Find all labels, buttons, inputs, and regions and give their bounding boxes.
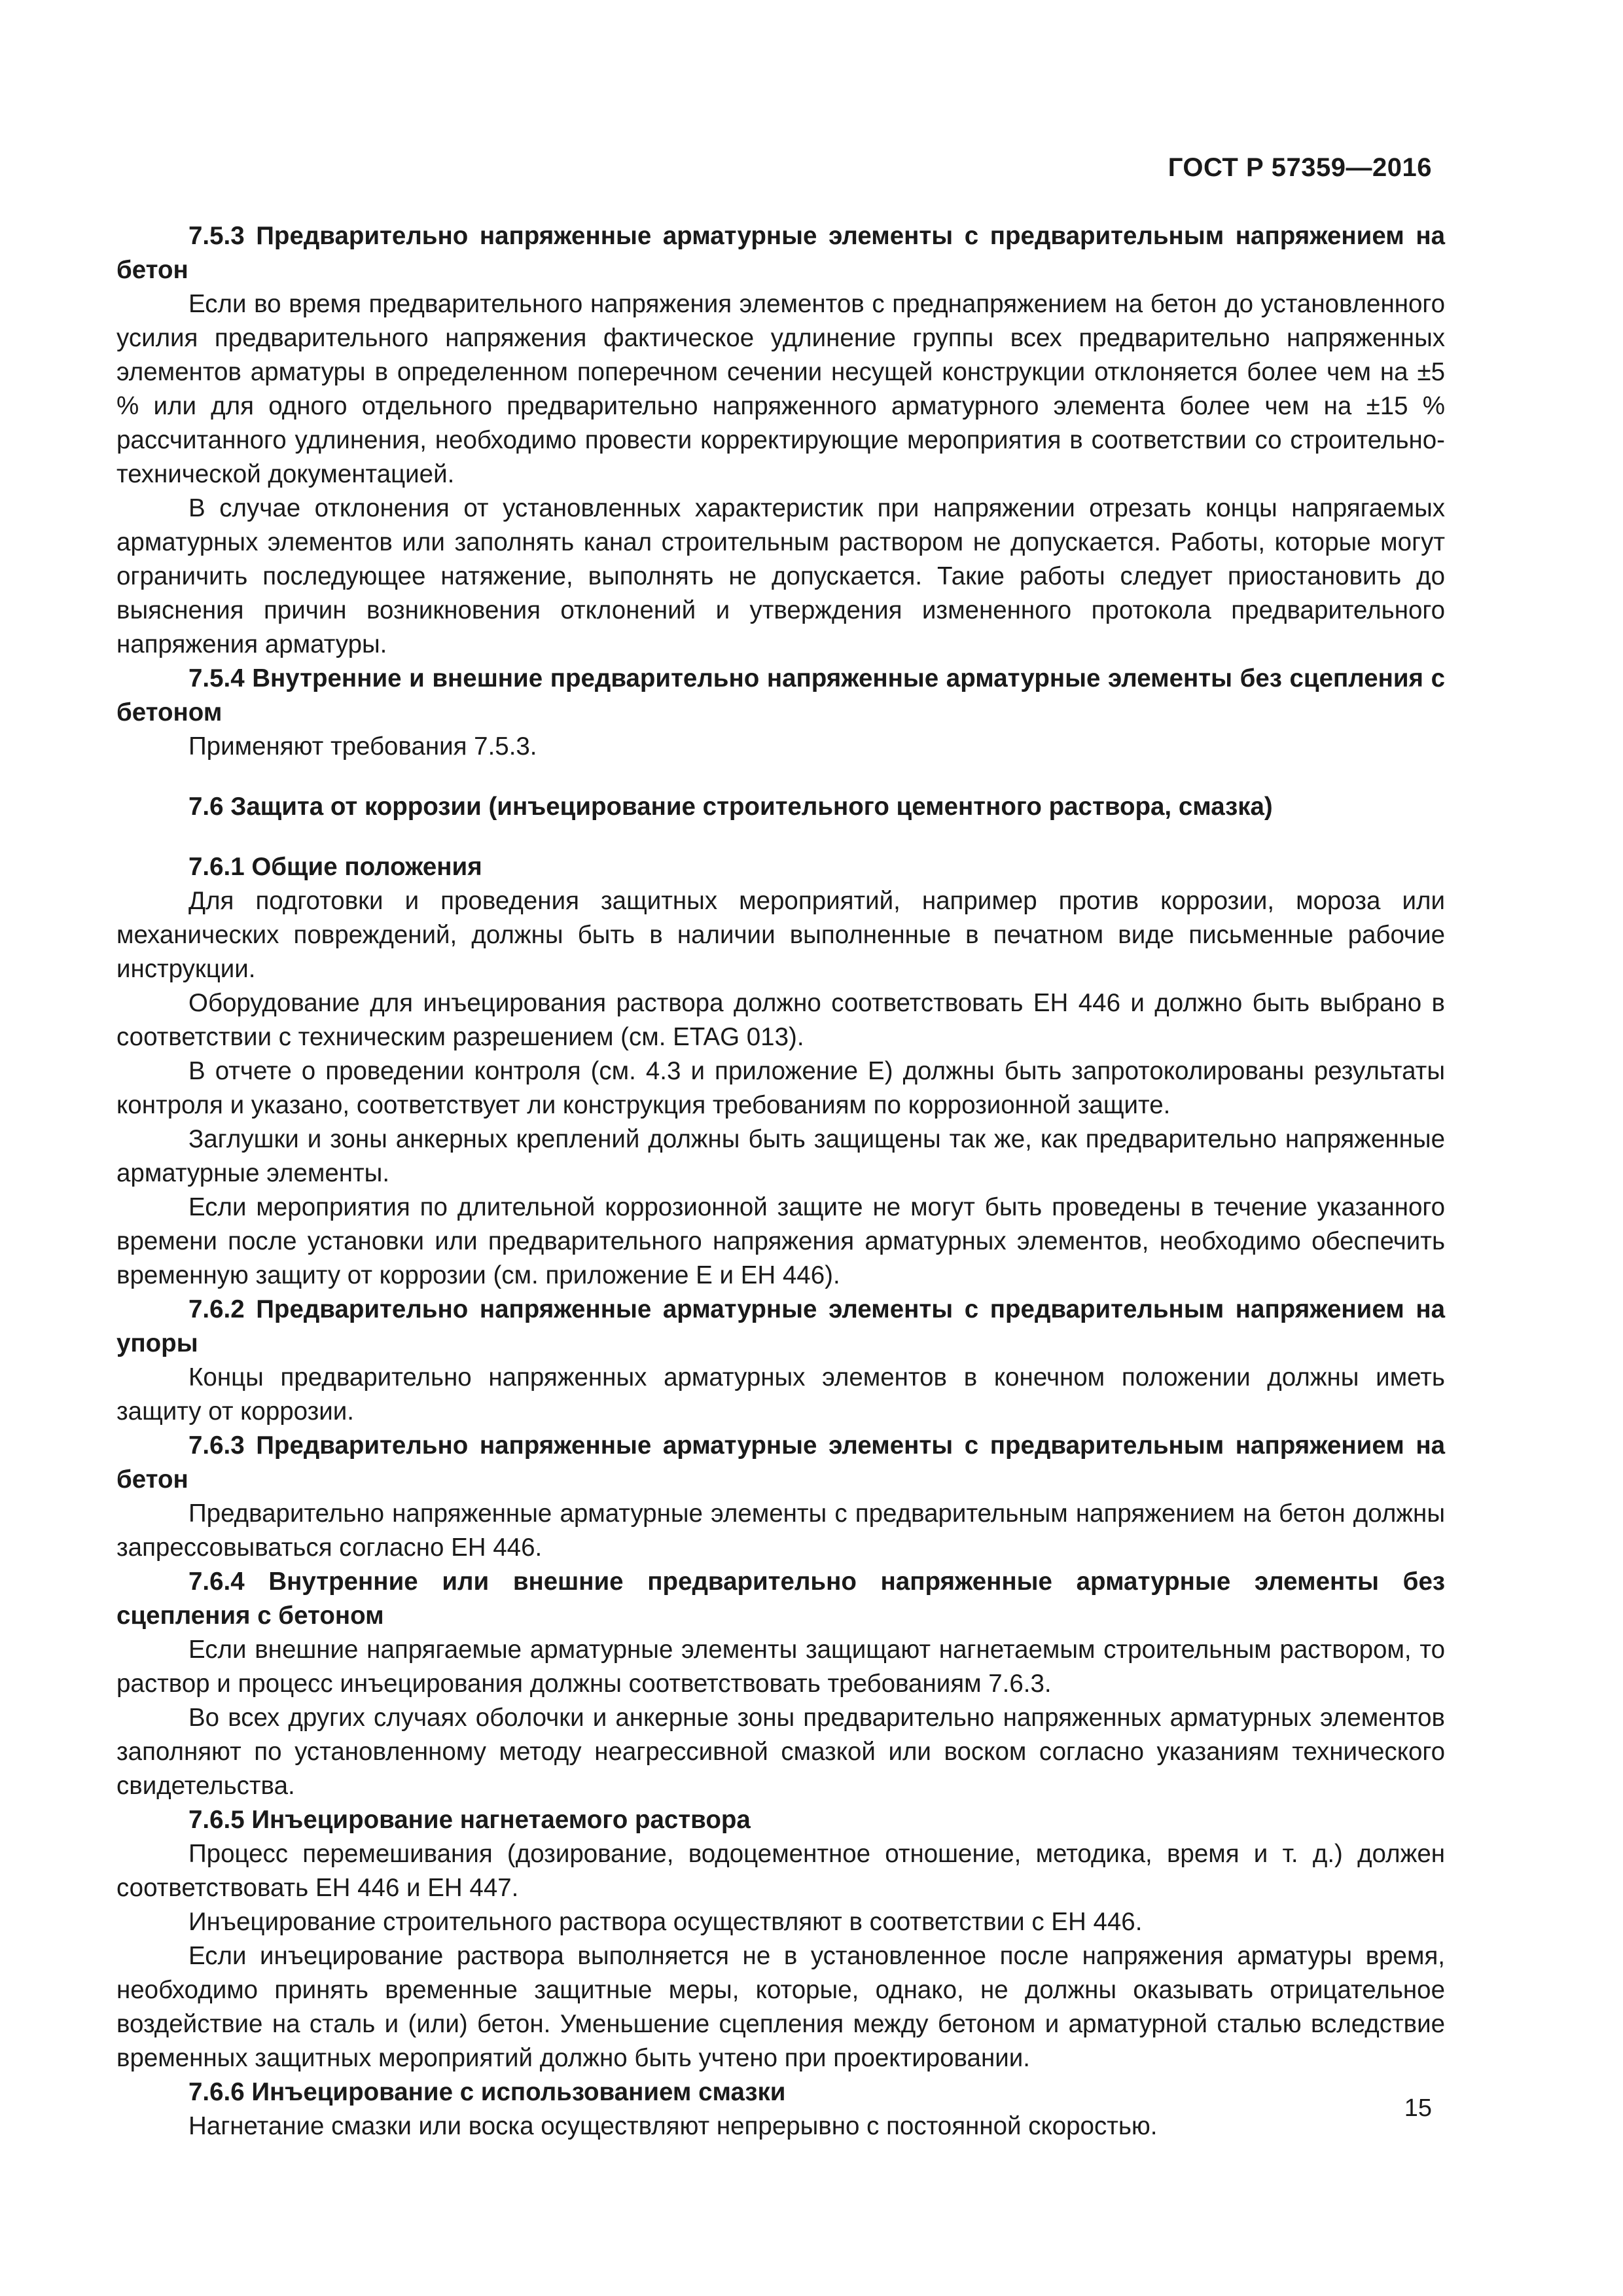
body-paragraph: Концы предварительно напряженных арматурных элементов в конечном положении должны иметь защиту от коррозии. — [116, 1363, 1445, 1426]
document-code: ГОСТ Р 57359—2016 — [1168, 153, 1432, 182]
section-heading: 7.5.3 Предварительно напряженные арматурные элементы с предварительным напряжением на бетон — [116, 222, 1445, 284]
section-heading: 7.6.3 Предварительно напряженные арматурные элементы с предварительным напряжением на бетон — [116, 1431, 1445, 1494]
page-number: 15 — [1404, 2094, 1432, 2122]
body-paragraph: Оборудование для инъецирования раствора должно соответствовать ЕН 446 и должно быть выбрано в соответствии с техническим разрешением (см. ETAG 013). — [116, 989, 1445, 1051]
section-heading: 7.6.2 Предварительно напряженные арматурные элементы с предварительным напряжением на упоры — [116, 1295, 1445, 1357]
section-heading: 7.6.6 Инъецирование с использованием смазки — [188, 2078, 786, 2106]
body-paragraph: Предварительно напряженные арматурные элементы с предварительным напряжением на бетон должны запрессовываться согласно ЕН 446. — [116, 1499, 1445, 1562]
section-heading: 7.6.5 Инъецирование нагнетаемого раствора — [188, 1806, 751, 1834]
body-paragraph: В случае отклонения от установленных характеристик при напряжении отрезать концы напрягаемых арматурных элементов или заполнять канал строительным раствором не допускается. Работы, которые могут ограничить последующее натяжение, выполнять не допускается. Такие работы следует приостановить до выяснения причин возникновения отклонений и утверждения измененного протокола предварительного напряжения арматуры. — [116, 494, 1445, 658]
body-paragraph: Заглушки и зоны анкерных креплений должны быть защищены так же, как предварительно напряженные арматурные элементы. — [116, 1125, 1445, 1187]
section-heading: 7.6.1 Общие положения — [188, 853, 482, 881]
body-paragraph: Если во время предварительного напряжения элементов с преднапряжением на бетон до установленного усилия предварительного напряжения фактическое удлинение группы всех предварительно напряженных элементов арматуры в определенном поперечном сечении несущей конструкции отклоняется более чем на ±5 % или для одного отдельного предварительно напряженного арматурного элемента более чем на ±15 % рассчитанного удлинения, необходимо провести корректирующие мероприятия в соответствии со строительно-технической документацией. — [116, 290, 1445, 488]
section-heading: 7.6 Защита от коррозии (инъецирование строительного цементного раствора, смазка) — [188, 793, 1273, 821]
section-spacer — [116, 824, 1445, 850]
section-heading: 7.6.4 Внутренние или внешние предварительно напряженные арматурные элементы без сцепления с бетоном — [116, 1568, 1445, 1630]
body-paragraph: Применяют требования 7.5.3. — [188, 732, 537, 761]
document-body — [116, 219, 1445, 2144]
body-paragraph: Если инъецирование раствора выполняется не в установленное после напряжения арматуры время, необходимо принять временные защитные меры, которые, однако, не должны оказывать отрицательное воздействие на сталь и (или) бетон. Уменьшение сцепления между бетоном и арматурной сталью вследствие временных защитных мероприятий должно быть учтено при проектировании. — [116, 1942, 1445, 2072]
body-paragraph: Процесс перемешивания (дозирование, водоцементное отношение, методика, время и т. д.) должен соответствовать ЕН 446 и ЕН 447. — [116, 1840, 1445, 1902]
body-paragraph: Для подготовки и проведения защитных мероприятий, например против коррозии, мороза или механических повреждений, должны быть в наличии выполненные в печатном виде письменные рабочие инструкции. — [116, 887, 1445, 983]
section-spacer — [116, 764, 1445, 790]
body-paragraph: Во всех других случаях оболочки и анкерные зоны предварительно напряженных арматурных элементов заполняют по установленному методу неагрессивной смазкой или воском согласно указаниям технического свидетельства. — [116, 1704, 1445, 1800]
body-paragraph: Если мероприятия по длительной коррозионной защите не могут быть проведены в течение указанного времени после установки или предварительного напряжения арматурных элементов, необходимо обеспечить временную защиту от коррозии (см. приложение Е и ЕН 446). — [116, 1193, 1445, 1289]
body-paragraph: Нагнетание смазки или воска осуществляют непрерывно с постоянной скоростью. — [188, 2112, 1158, 2140]
section-heading: 7.5.4 Внутренние и внешние предварительно напряженные арматурные элементы без сцепления с бетоном — [116, 664, 1445, 726]
body-paragraph: В отчете о проведении контроля (см. 4.3 и приложение Е) должны быть запротоколированы результаты контроля и указано, соответствует ли конструкция требованиям по коррозионной защите. — [116, 1057, 1445, 1119]
body-paragraph: Если внешние напрягаемые арматурные элементы защищают нагнетаемым строительным раствором, то раствор и процесс инъецирования должны соответствовать требованиям 7.6.3. — [116, 1636, 1445, 1698]
body-paragraph: Инъецирование строительного раствора осуществляют в соответствии с ЕН 446. — [188, 1908, 1143, 1936]
